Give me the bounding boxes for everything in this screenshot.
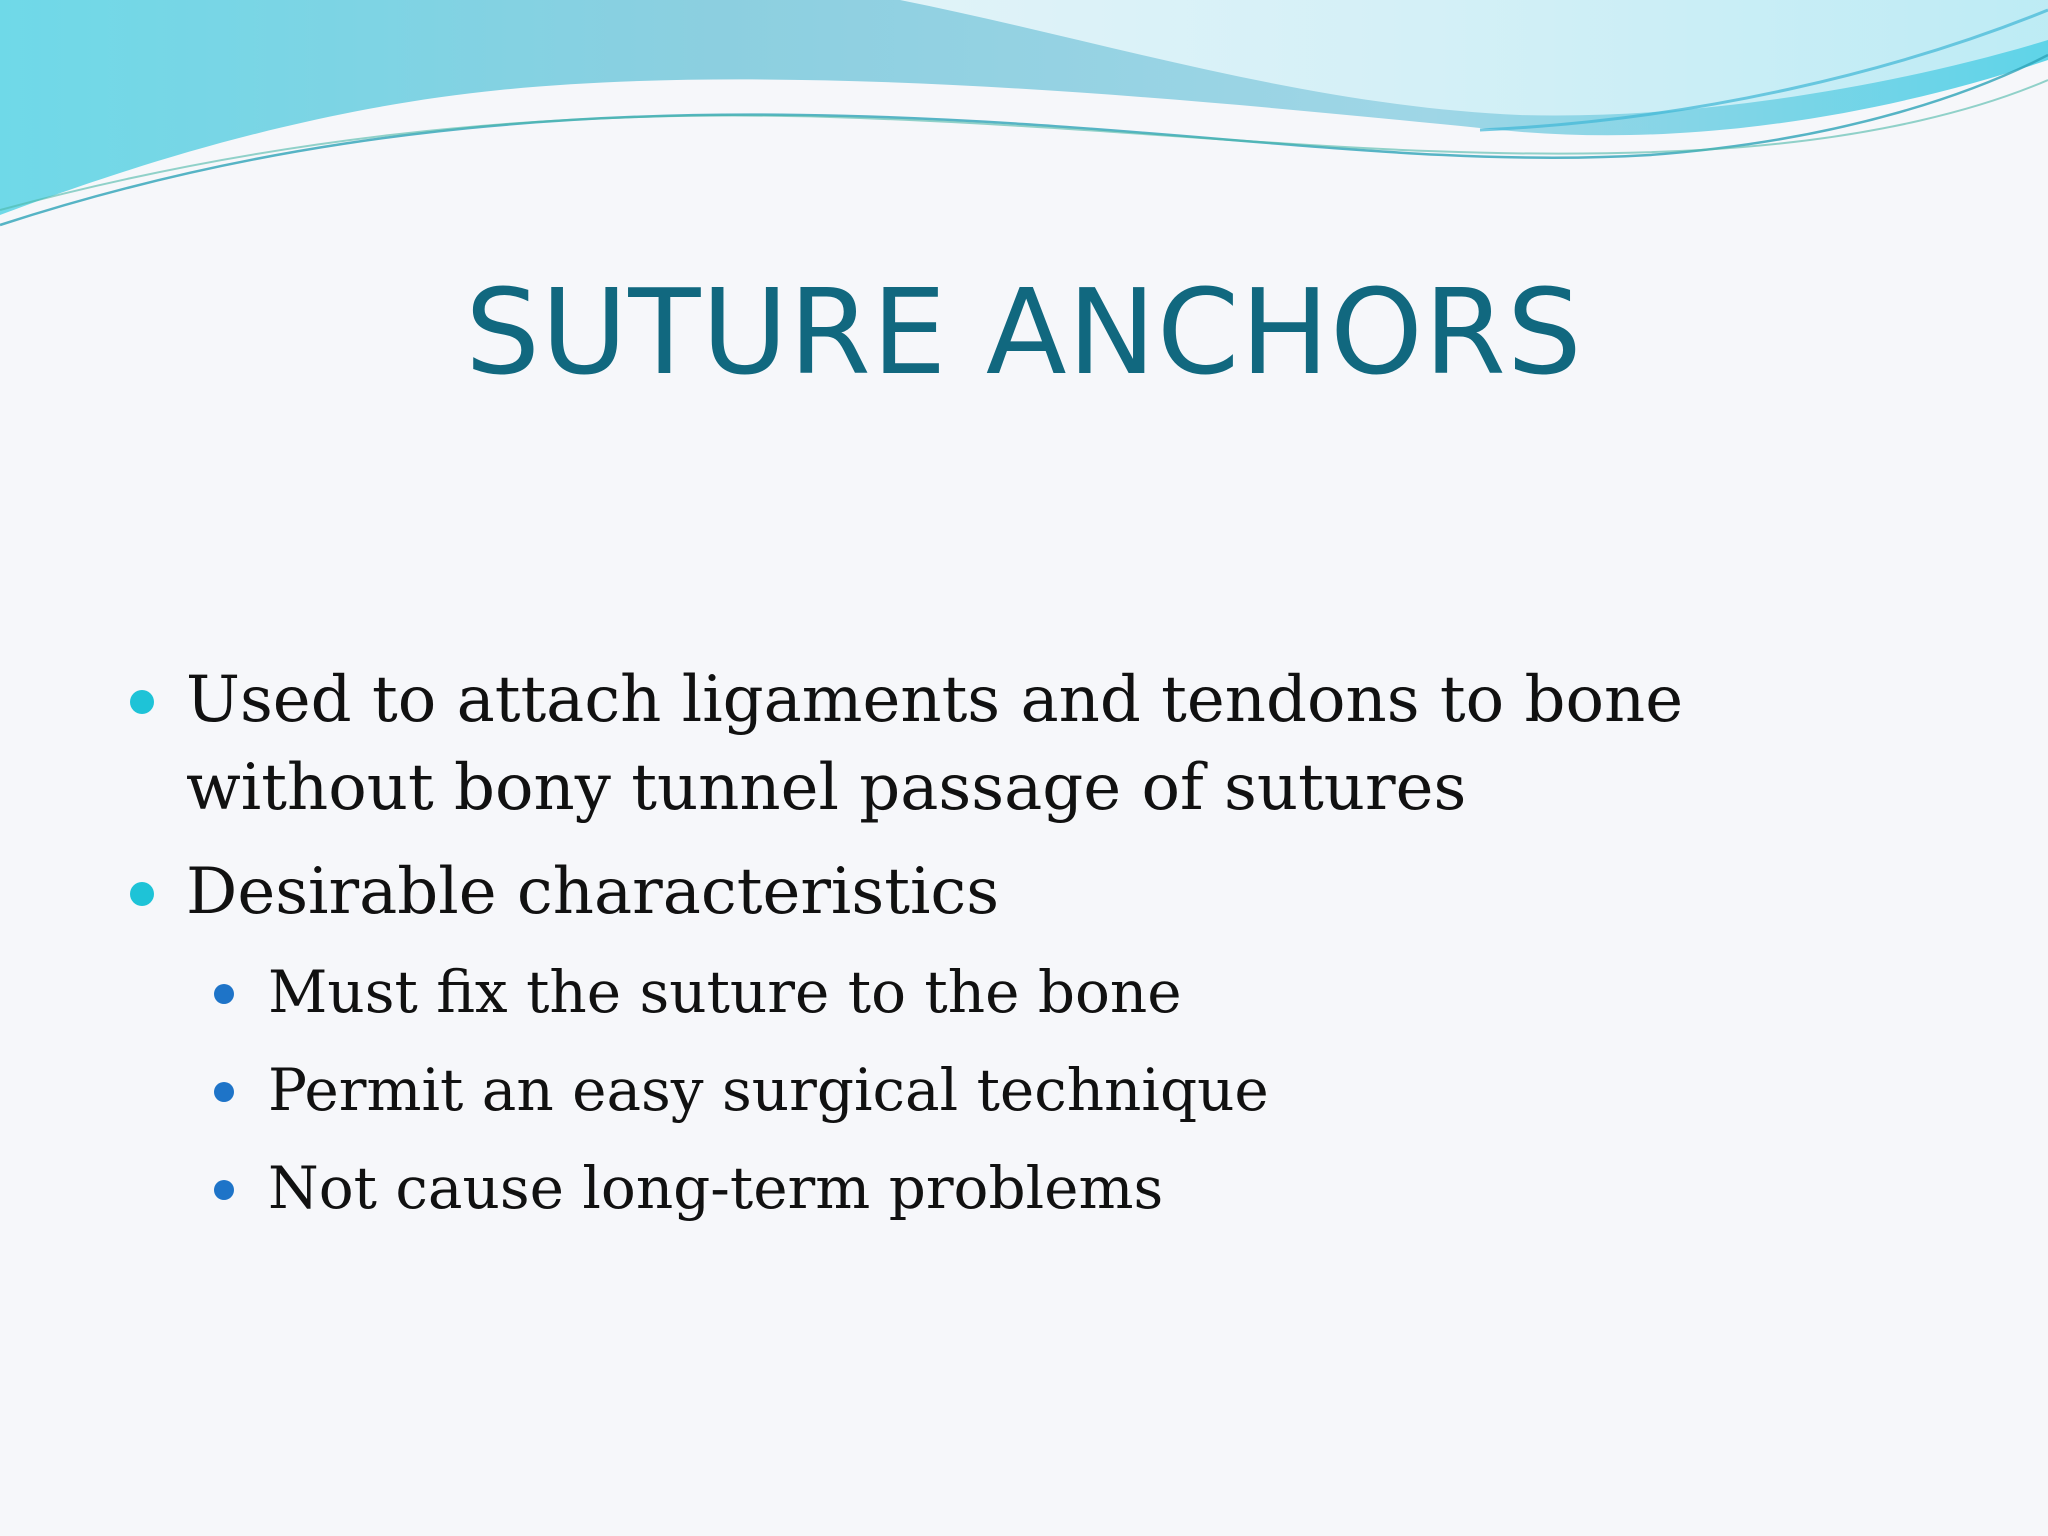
sub-bullet-dot-icon xyxy=(214,1082,234,1102)
bullet-list xyxy=(130,656,1950,1246)
bullet-text: Desirable characteristics xyxy=(186,855,1000,929)
sub-bullet-item xyxy=(214,952,1950,1032)
sub-bullet-text: Permit an easy surgical technique xyxy=(268,1056,1269,1124)
sub-bullet-item xyxy=(214,1050,1950,1130)
bullet-item xyxy=(130,656,1950,832)
decorative-wave-header xyxy=(0,0,2048,260)
bullet-item xyxy=(130,848,1950,936)
bullet-dot-icon xyxy=(130,882,154,906)
sub-bullet-dot-icon xyxy=(214,1180,234,1200)
sub-bullet-item xyxy=(214,1148,1950,1228)
sub-bullet-text: Not cause long-term problems xyxy=(268,1154,1164,1222)
sub-bullet-text: Must fix the suture to the bone xyxy=(268,958,1182,1026)
bullet-text: Used to attach ligaments and tendons to bone without bony tunnel passage of sutures xyxy=(186,663,1684,825)
bullet-dot-icon xyxy=(130,690,154,714)
slide-title: SUTURE ANCHORS xyxy=(465,263,1583,401)
sub-bullet-dot-icon xyxy=(214,984,234,1004)
